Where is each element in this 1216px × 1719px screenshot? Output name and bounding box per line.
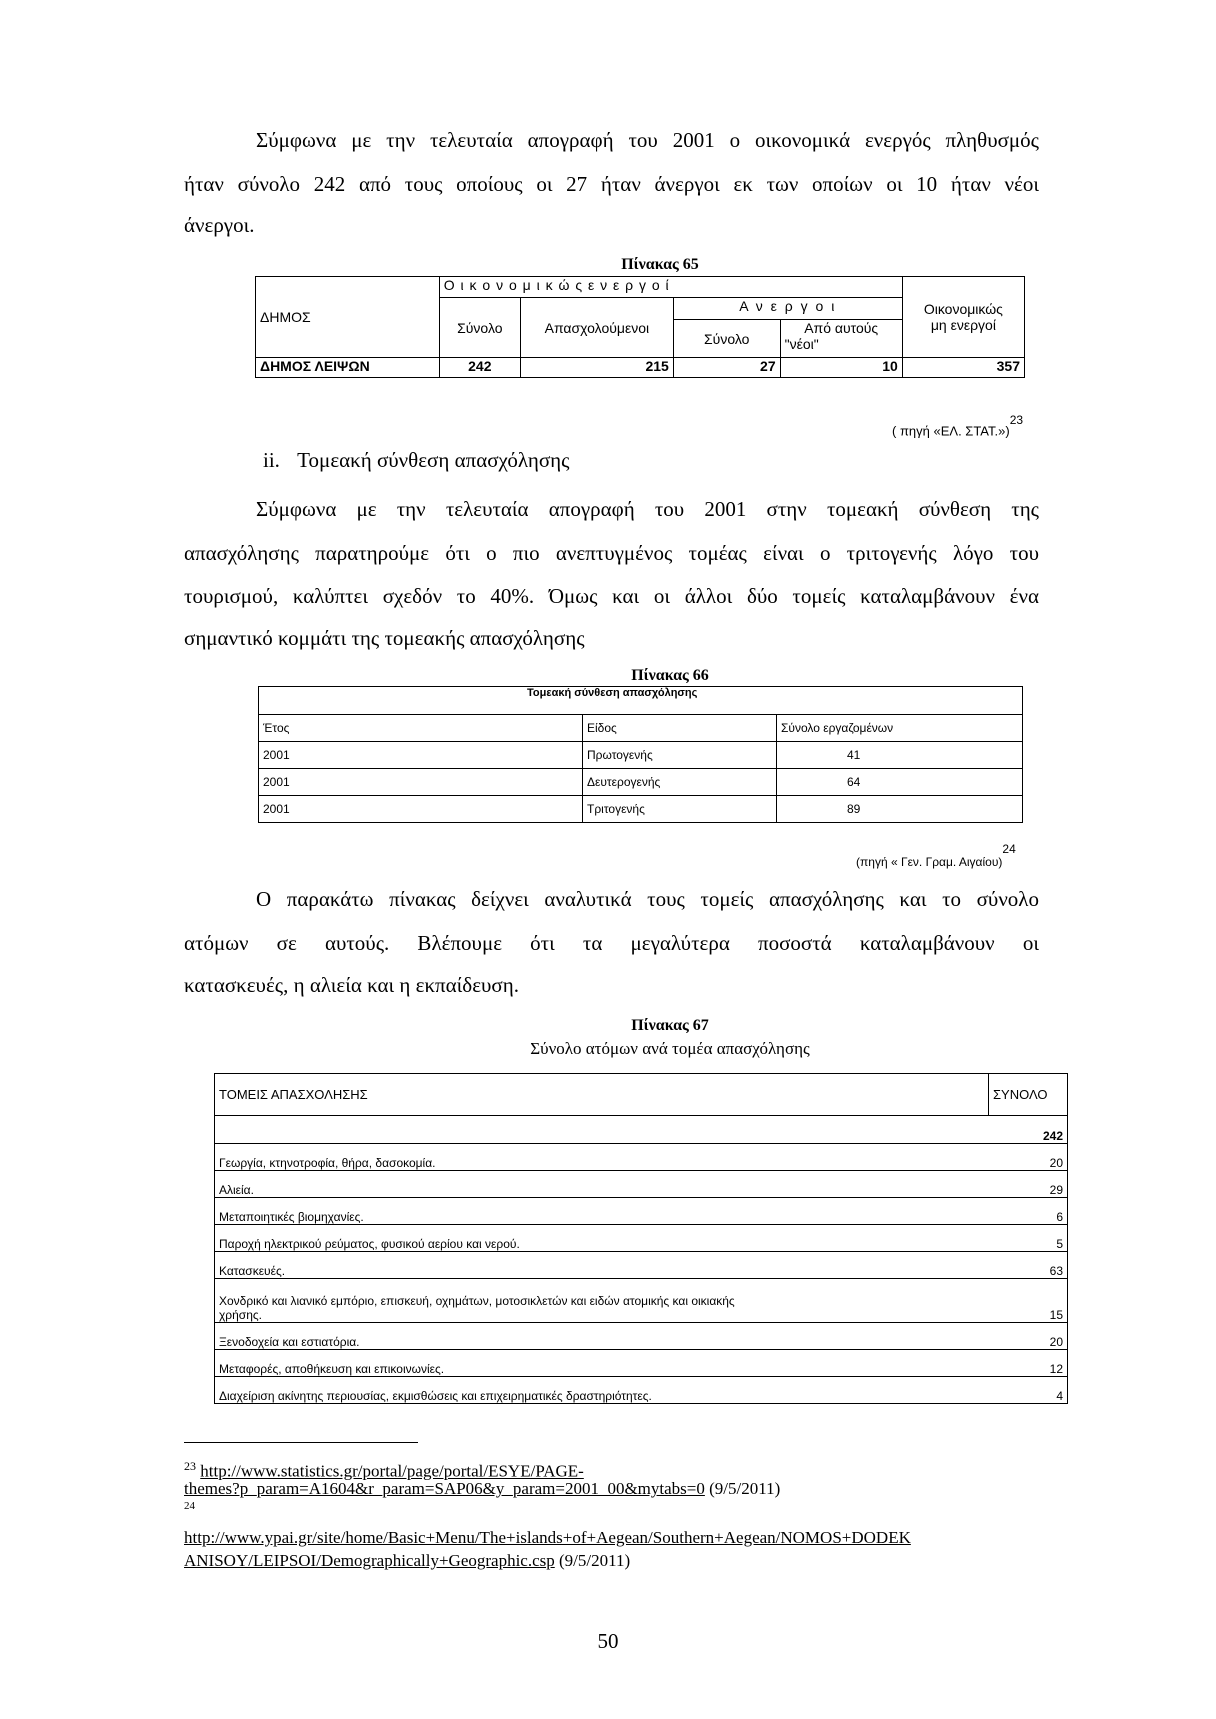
table66-row2-count: 64: [777, 769, 1023, 796]
table67-subtitle: Σύνολο ατόμων ανά τομέα απασχόλησης: [530, 1039, 810, 1058]
table67-row9-label: Διαχείριση ακίνητης περιουσίας, εκμισθώσεις και επιχειρηματικές δραστηριότητες.: [215, 1377, 989, 1404]
table65: [255, 276, 1025, 378]
table-row: [215, 1377, 1068, 1404]
table-row: [215, 1171, 1068, 1198]
table65-caption: Πίνακας 65: [621, 256, 699, 273]
table67-row6-label-2: χρήσης.: [219, 1308, 262, 1322]
footnote-24-link-1[interactable]: http://www.ypai.gr/site/home/Basic+Menu/The+islands+of+Aegean/Southern+Aegean/NOMOS+DODEK: [184, 1528, 911, 1547]
table66-header-year: Έτος: [259, 715, 583, 742]
table-row: [215, 1350, 1068, 1377]
table67-row3-value: 6: [989, 1198, 1068, 1225]
table65-header-inactive-2: μη ενεργοί: [930, 317, 996, 333]
table67-caption: Πίνακας 67: [631, 1017, 709, 1034]
table65-header-active: Ο ι κ ο ν ο μ ι κ ώ ς ε ν ε ρ γ ο ί: [439, 277, 902, 298]
footnote-separator: [184, 1442, 418, 1443]
table66-source-text: (πηγή « Γεν. Γραμ. Αιγαίου): [856, 855, 1003, 869]
table-row: [259, 769, 1023, 796]
table66-row2-type: Δευτερογενής: [583, 769, 777, 796]
table66-row1-year: 2001: [259, 742, 583, 769]
footnote-23-link-1[interactable]: http://www.statistics.gr/portal/page/portal/ESYE/PAGE-: [200, 1461, 584, 1481]
table66-header-type: Είδος: [583, 715, 777, 742]
table-row: [215, 1279, 1068, 1323]
footnote-23: [184, 1456, 584, 1482]
table67-row6-value: 15: [989, 1279, 1068, 1323]
para1-line2: ήταν σύνολο 242 από τους οποίους οι 27 ήταν άνεργοι εκ των οποίων οι 10 ήταν νέοι: [184, 172, 1039, 196]
table-row: [215, 1225, 1068, 1252]
para2-line3: τουρισμού, καλύπτει σχεδόν το 40%. Όμως και οι άλλοι δύο τομείς καταλαμβάνουν ένα: [184, 584, 1039, 608]
table67-row4-label: Παροχή ηλεκτρικού ρεύματος, φυσικού αερίου και νερού.: [215, 1225, 989, 1252]
footnote-24-date: (9/5/2011): [554, 1551, 631, 1570]
table67-row3-label: Μεταποιητικές βιομηχανίες.: [215, 1198, 989, 1225]
table67-row8-value: 12: [989, 1350, 1068, 1377]
table65-footnote-mark: 23: [1009, 413, 1024, 427]
table66-source: [856, 842, 1016, 869]
table66-header-count: Σύνολο εργαζομένων: [777, 715, 1023, 742]
table65-header-unemp-total: Σύνολο: [673, 320, 780, 358]
table65-source-text: ( πηγή «ΕΛ. ΣΤΑΤ.»): [892, 423, 1010, 439]
table67-header-total: ΣΥΝΟΛΟ: [989, 1074, 1068, 1116]
table66-row3-type: Τριτογενής: [583, 796, 777, 823]
table67-row7-value: 20: [989, 1323, 1068, 1350]
table65-row-total: 242: [439, 358, 520, 378]
table65-row-inactive: 357: [902, 358, 1024, 378]
footnote-24-link-2[interactable]: ANISOY/LEIPSOI/Demographically+Geographic.csp: [184, 1551, 555, 1570]
table67-row8-label: Μεταφορές, αποθήκευση και επικοινωνίες.: [215, 1350, 989, 1377]
para1-line3: άνεργοι.: [184, 213, 255, 237]
table67-row2-label: Αλιεία.: [215, 1171, 989, 1198]
table67-row7-label: Ξενοδοχεία και εστιατόρια.: [215, 1323, 989, 1350]
para3-line2: ατόμων σε αυτούς. Βλέπουμε ότι τα μεγαλύτερα ποσοστά καταλαμβάνουν οι: [184, 931, 1039, 955]
table66-row1-type: Πρωτογενής: [583, 742, 777, 769]
table65-row-unemployed: 27: [673, 358, 780, 378]
footnote-23-date: (9/5/2011): [704, 1479, 781, 1498]
para1-line1: Σύμφωνα με την τελευταία απογραφή του 2001 ο οικονομικά ενεργός πληθυσμός: [256, 128, 1039, 152]
table66-row3-year: 2001: [259, 796, 583, 823]
table65-row-name: ΔΗΜΟΣ ΛΕΙΨΩΝ: [256, 358, 440, 378]
footnote-23-line2: [184, 1479, 780, 1499]
table65-header-inactive-1: Οικονομικώς: [923, 301, 1003, 317]
footnote-24-line1: [184, 1528, 911, 1548]
table67-row1-value: 20: [989, 1144, 1068, 1171]
para3-line1: Ο παρακάτω πίνακας δείχνει αναλυτικά τους τομείς απασχόλησης και το σύνολο: [256, 887, 1039, 911]
footnote-24-mark: 24: [184, 1500, 195, 1512]
table66-row3-count: 89: [777, 796, 1023, 823]
section2-title: Τομεακή σύνθεση απασχόλησης: [297, 448, 570, 472]
para2-line4: σημαντικό κομμάτι της τομεακής απασχόλησης: [184, 626, 585, 650]
table65-header-young-2: "νέοι": [784, 336, 819, 352]
table66-caption: Πίνακας 66: [631, 667, 709, 684]
para3-line3: κατασκευές, η αλιεία και η εκπαίδευση.: [184, 973, 519, 997]
table65-header-young: [780, 320, 902, 358]
table67-row5-value: 63: [989, 1252, 1068, 1279]
table65-header-unemployed: Α ν ε ρ γ ο ι: [673, 298, 902, 320]
table67-header-sectors: ΤΟΜΕΙΣ ΑΠΑΣΧΟΛΗΣΗΣ: [215, 1074, 989, 1116]
page-number: 50: [597, 1629, 619, 1653]
table66-footnote-mark: 24: [1002, 842, 1016, 856]
table66-row2-year: 2001: [259, 769, 583, 796]
para2-line2: απασχόλησης παρατηρούμε ότι ο πιο ανεπτυγμένος τομέας είναι ο τριτογενής λόγο του: [184, 541, 1039, 565]
table67-row6-label-1: Χονδρικό και λιανικό εμπόριο, επισκευή, οχημάτων, μοτοσικλετών και ειδών ατομικής και οικιακής: [219, 1294, 735, 1308]
table65-header-dimos: ΔΗΜΟΣ: [256, 277, 440, 358]
table-row: [215, 1198, 1068, 1225]
footnote-23-link-2[interactable]: themes?p_param=A1604&r_param=SAP06&y_param=2001_00&mytabs=0: [184, 1479, 705, 1498]
table65-header-employed: Απασχολούμενοι: [520, 298, 673, 358]
footnote-23-mark: 23: [184, 1459, 196, 1473]
table65-header-total: Σύνολο: [439, 298, 520, 358]
footnote-24-line2: [184, 1551, 630, 1571]
table-row: [259, 796, 1023, 823]
table65-header-young-1: Από αυτούς: [804, 320, 879, 336]
table-row: [215, 1144, 1068, 1171]
table65-header-inactive: [902, 277, 1024, 358]
table67-row4-value: 5: [989, 1225, 1068, 1252]
section2-number: ii.: [263, 448, 280, 472]
table67-row5-label: Κατασκευές.: [215, 1252, 989, 1279]
table67-row2-value: 29: [989, 1171, 1068, 1198]
table67-grand-total: 242: [989, 1116, 1068, 1144]
table65-source: [892, 413, 1024, 439]
table67-row6-label: [215, 1279, 989, 1323]
table66: [258, 686, 1023, 823]
table67: [214, 1073, 1068, 1404]
section2-heading: [263, 448, 569, 472]
table-row: [215, 1323, 1068, 1350]
table-row: [215, 1252, 1068, 1279]
table66-row1-count: 41: [777, 742, 1023, 769]
table67-row1-label: Γεωργία, κτηνοτροφία, θήρα, δασοκομία.: [215, 1144, 989, 1171]
table65-row-young: 10: [780, 358, 902, 378]
table66-subtitle: Τομεακή σύνθεση απασχόλησης: [259, 687, 1023, 715]
table-row: [259, 742, 1023, 769]
table65-row-employed: 215: [520, 358, 673, 378]
para2-line1: Σύμφωνα με την τελευταία απογραφή του 2001 στην τομεακή σύνθεση της: [256, 497, 1039, 521]
table67-row9-value: 4: [989, 1377, 1068, 1404]
